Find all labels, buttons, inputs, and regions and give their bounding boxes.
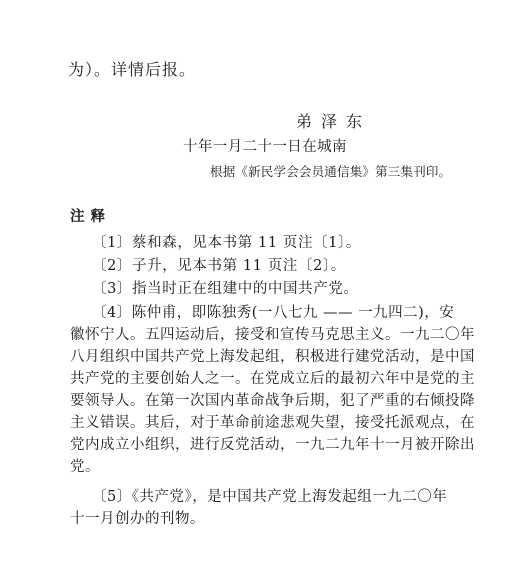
notes-heading: 注释 [70, 209, 111, 225]
note-item-2: 〔2〕子升，见本书第 11 页注〔2〕。 [92, 258, 346, 274]
note-item-4-line-3: 八月组织中国共产党上海发起组，积极进行建党活动，是中国 [70, 349, 475, 365]
letter-signature: 弟泽东 [296, 112, 372, 131]
note-item-3: 〔3〕指当时正在组建中的中国共产党。 [92, 281, 359, 297]
note-item-5 [70, 486, 448, 530]
source-note: 根据《新民学会会员通信集》第三集刊印。 [210, 164, 452, 179]
note-item-4-line-5: 要领导人。在第一次国内革命战争后期，犯了严重的右倾投降 [70, 393, 475, 409]
note-item-4-line-4: 共产党的主要创始人之一。在党成立后的最初六年中是党的主 [70, 371, 475, 387]
note-item-4 [70, 302, 475, 478]
letter-closing-line: 为）。详情后报。 [68, 60, 197, 79]
note-item-4-line-1: 〔4〕陈仲甫，即陈独秀(一八七九 —— 一九四二)，安 [92, 305, 455, 321]
note-item-4-line-7: 党内成立小组织，进行反党活动，一九二九年十一月被开除出 [70, 437, 475, 453]
letter-date: 十年一月二十一日在城南 [183, 139, 347, 155]
note-item-4-line-2: 徽怀宁人。五四运动后，接受和宣传马克思主义。一九二〇年 [70, 327, 475, 343]
note-item-5-line-1: 〔5〕《共产党》，是中国共产党上海发起组一九二〇年 [92, 489, 448, 505]
note-item-5-line-2: 十一月创办的刊物。 [70, 511, 205, 527]
note-item-1: 〔1〕蔡和森，见本书第 11 页注〔1〕。 [92, 235, 361, 251]
note-item-4-line-6: 主义错误。其后，对于革命前途悲观失望，接受托派观点，在 [70, 415, 475, 431]
note-item-4-line-8: 党。 [70, 459, 100, 475]
